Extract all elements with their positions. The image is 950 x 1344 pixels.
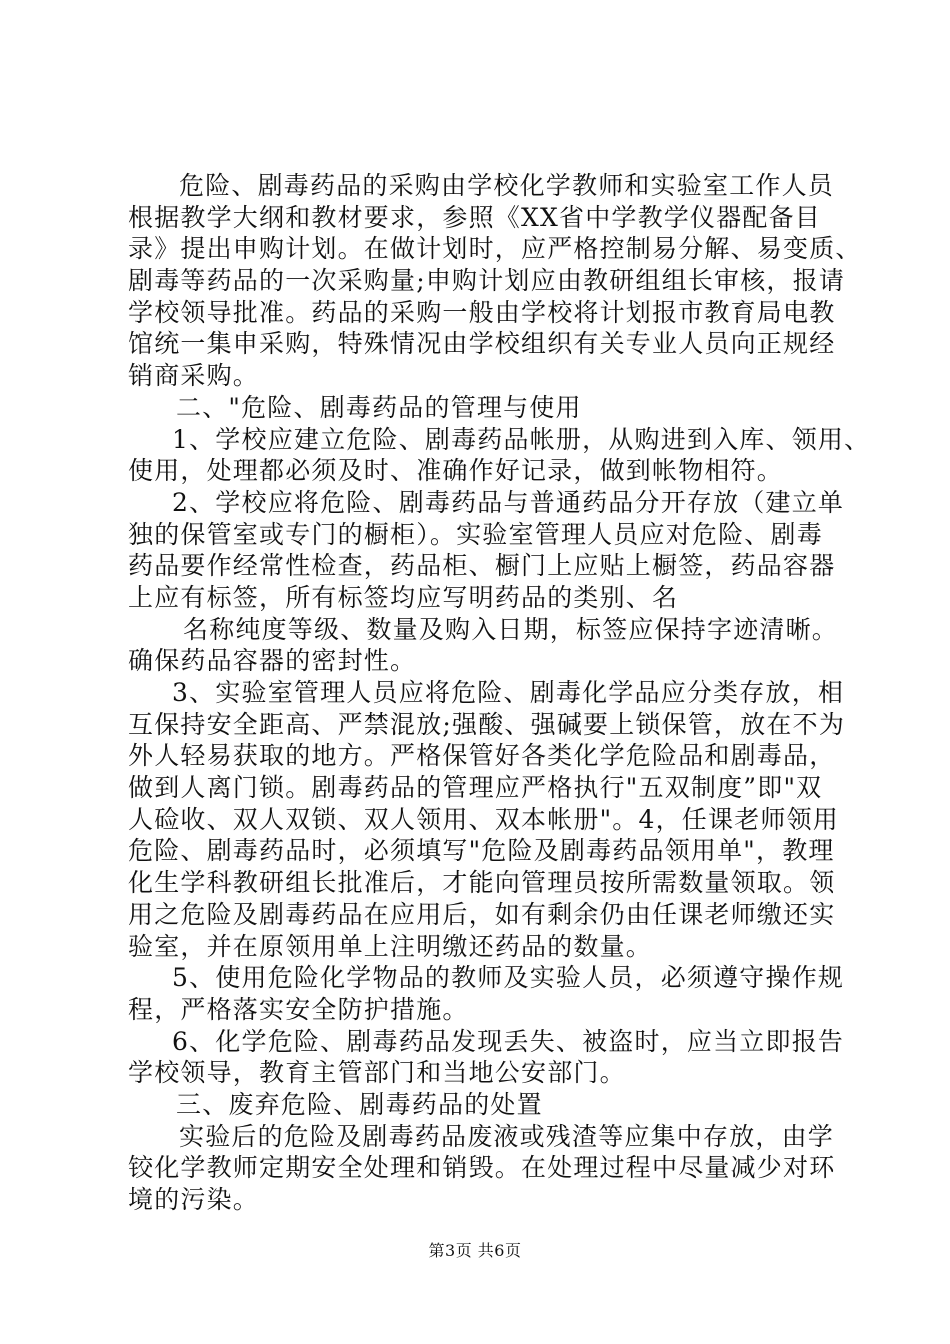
paragraph-line: 学校领导批准。药品的采购一般由学校将计划报市教育局电教: [128, 297, 836, 327]
paragraph-line: 1、学校应建立危险、剧毒药品帐册，从购进到入库、领用、: [172, 424, 871, 454]
paragraph-line: 根据教学大纲和教材要求，参照《XX省中学教学仪器配备目: [128, 202, 821, 232]
section-heading: 二、"危险、剧毒药品的管理与使用: [176, 392, 582, 422]
paragraph-line: 学校领导，教育主管部门和当地公安部门。: [128, 1058, 626, 1088]
paragraph-line: 确保药品容器的密封性。: [128, 646, 417, 676]
paragraph-line: 人硷收、双人双锁、双人领用、双本帐册"。4，任课老师领用: [128, 804, 840, 834]
paragraph-line: 铰化学教师定期安全处理和销毁。在处理过程中尽量减少对环: [128, 1153, 836, 1183]
paragraph-line: 剧毒等药品的一次采购量;申购计划应由教研组组长审核，报请: [128, 266, 846, 296]
paragraph-line: 6、化学危险、剧毒药品发现丢失、被盗时，应当立即报告: [172, 1026, 845, 1056]
paragraph-line: 外人轻易获取的地方。严格保管好各类化学危险品和剧毒品，: [128, 741, 836, 771]
paragraph-line: 用之危险及剧毒药品在应用后，如有剩余仍由任课老师缴还实: [128, 899, 836, 929]
section-heading: 三、废弃危险、剧毒药品的处置: [176, 1089, 543, 1119]
page-number-footer: 第3页 共6页: [428, 1241, 522, 1260]
paragraph-line: 录》提出申购计划。在做计划时，应严格控制易分解、易变质、: [128, 234, 862, 264]
paragraph-line: 实验后的危险及剧毒药品废液或残渣等应集中存放，由学: [179, 1121, 835, 1151]
paragraph-line: 馆统一集申采购，特殊情况由学校组织有关专业人员向正规经: [128, 329, 836, 359]
paragraph-line: 程，严格落实安全防护措施。: [128, 994, 469, 1024]
paragraph-line: 药品要作经常性检查，药品柜、橱门上应贴上橱签，药品容器: [128, 551, 836, 581]
paragraph-line: 销商采购。: [128, 361, 260, 391]
paragraph-line: 危险、剧毒药品的采购由学校化学教师和实验室工作人员: [179, 171, 835, 200]
paragraph-line: 名称纯度等级、数量及购入日期，标签应保持字迹清晰。: [183, 614, 839, 644]
paragraph-line: 做到人离门锁。剧毒药品的管理应严格执行"五双制度”即"双: [128, 773, 823, 803]
paragraph-line: 5、使用危险化学物品的教师及实验人员，必须遵守操作规: [172, 963, 845, 993]
paragraph-line: 3、实验室管理人员应将危险、剧毒化学品应分类存放，相: [172, 678, 845, 707]
paragraph-line: 互保持安全距高、严禁混放;强酸、强碱要上锁保管，放在不为: [128, 709, 846, 739]
paragraph-line: 危险、剧毒药品时，必须填写"危险及剧毒药品领用单"，教理: [128, 836, 835, 866]
paragraph-line: 验室，并在原领用单上注明缴还药品的数量。: [128, 931, 653, 961]
paragraph-line: 境的污染。: [128, 1185, 260, 1214]
paragraph-line: 2、学校应将危险、剧毒药品与普通药品分开存放（建立单: [172, 487, 845, 517]
paragraph-line: 上应有标签，所有标签均应写明药品的类别、名: [128, 582, 679, 612]
paragraph-line: 独的保管室或专门的橱柜）。实验室管理人员应对危险、剧毒: [128, 519, 823, 549]
paragraph-line: 使用，处理都必须及时、准确作好记录，做到帐物相符。: [128, 456, 784, 486]
paragraph-line: 化生学科教研组长批准后，才能向管理员按所需数量领取。领: [128, 868, 836, 898]
document-body: [128, 170, 871, 1216]
